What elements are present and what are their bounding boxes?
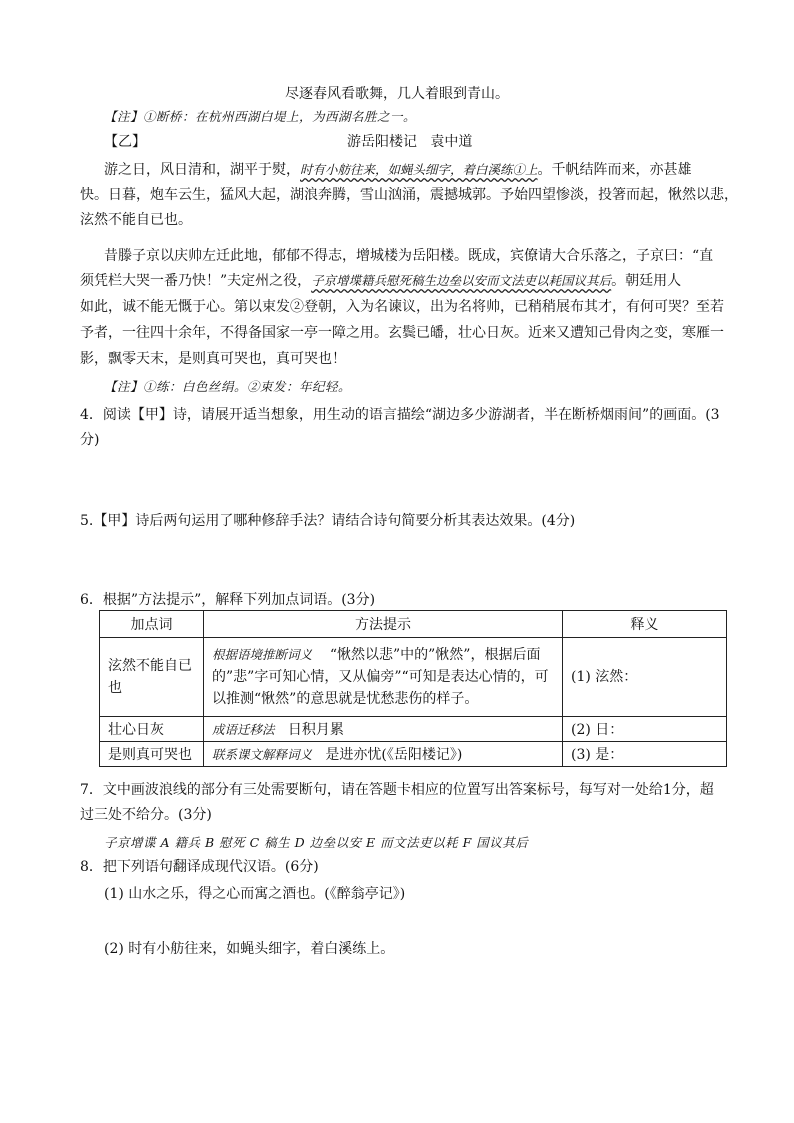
question-8-sentence-2: (2) 时有小舫往来，如蝇头细字，着白溪练上。 (104, 941, 395, 957)
wavy-underlined-text: 时有小舫往来，如蝇头细字，着白溪练①上 (300, 162, 538, 177)
section-yi-label: 【乙】 (104, 134, 146, 150)
table-row (100, 638, 727, 717)
para2-line5: 影，飘零天末，是则真可哭也，真可哭也！ (80, 351, 346, 367)
table-cell-hint (204, 717, 563, 742)
question-5: 5.【甲】诗后两句运用了哪种修辞手法？请结合诗句简要分析其表达效果。(4分) (80, 513, 576, 529)
para2-line4: 予者，一往四十余年，不得备国家一亭一障之用。玄鬓已皤，壮心日灰。近来又遭知己骨肉之变，寒雁一 (80, 325, 724, 341)
hint-method: 联系课文解释词义 (212, 747, 313, 762)
question-4-line1: 4．阅读【甲】诗，请展开适当想象，用生动的语言描绘“湖边多少游湖者，半在断桥烟雨间”的画面。(3 (80, 407, 720, 423)
essay-title: 游岳阳楼记 (347, 134, 417, 150)
question-8-title: 8．把下列语句翻译成现代汉语。(6分) (80, 859, 319, 875)
para2-line1: 昔滕子京以庆帅左迁此地，郁郁不得志，增城楼为岳阳楼。既成，宾僚请大合乐落之，子京曰：“直 (104, 248, 714, 264)
question-7-options: 子京增谍 A 籍兵 B 慰死 C 稿生 D 边垒以安 E 而文法吏以耗 F 国议其后 (104, 835, 529, 850)
table-row (100, 717, 727, 742)
table-cell-hint (204, 638, 563, 717)
para1-line1 (104, 160, 692, 180)
hint-text: “愀然以悲”中的”愀然”，根据后面的”悲”字可知心情，又从偏旁”“可知是表达心情的，可以推测“愀然”的意思就是忧愁悲伤的样子。 (212, 647, 549, 707)
hint-text: 日积月累 (287, 722, 344, 738)
para2-text: 。朝廷用人 (611, 273, 682, 289)
method-table (99, 610, 727, 767)
question-4-line2: 分) (80, 432, 100, 448)
para1-text: 。千帆结阵而来，亦甚雄 (537, 162, 692, 178)
question-8-sentence-1: (1) 山水之乐，得之心而寓之酒也。(《醉翁亭记》) (104, 886, 406, 902)
wavy-underlined-text: 子京增堞籍兵慰死稿生边垒以安而文法吏以耗国议其后 (311, 273, 612, 288)
table-cell-answer[interactable]: (3) 是： (563, 742, 727, 767)
question-7-line2: 过三处不给分。(3分) (80, 807, 212, 823)
para2-line2 (80, 271, 681, 291)
para2-text: 须凭栏大哭一番乃快！”夫定州之役， (80, 273, 312, 289)
table-row (100, 742, 727, 767)
question-7-line1: 7．文中画波浪线的部分有三处需要断句，请在答题卡相应的位置写出答案标号，每写对一处给1分，超 (80, 782, 714, 798)
table-header: 释义 (563, 611, 727, 638)
table-header-row (100, 611, 727, 638)
para2-line3: 如此，诚不能无慨于心。第以束发②登朝，入为名谏议，出为名将帅，已稍稍展布其才，有何可哭？至若 (80, 299, 724, 315)
table-cell-word: 壮心日灰 (100, 717, 204, 742)
para1-text: 游之日，风日清和，湖平于熨， (104, 162, 300, 178)
table-cell-hint (204, 742, 563, 767)
table-cell-answer[interactable]: (2) 日： (563, 717, 727, 742)
para1-line3: 泫然不能自已也。 (80, 212, 192, 228)
note-jia: 【注】①断桥：在杭州西湖白堤上，为西湖名胜之一。 (104, 109, 417, 124)
essay-author: 袁中道 (430, 134, 473, 150)
table-header: 方法提示 (204, 611, 563, 638)
table-cell-answer[interactable]: (1) 泫然： (563, 638, 727, 717)
hint-method: 根据语境推断词义 (212, 647, 313, 662)
note-yi: 【注】①练：白色丝绢。②束发：年纪轻。 (104, 379, 352, 394)
section-yi-title (347, 132, 472, 152)
para1-line2: 快。日暮，炮车云生，猛风大起，湖浪奔腾，雪山汹涌，震撼城郭。予始四望惨淡，投箸而起，愀然以悲， (80, 187, 738, 203)
poem-line: 尽逐春风看歌舞，几人着眼到青山。 (285, 86, 509, 102)
hint-method: 成语迁移法 (212, 722, 275, 737)
table-cell-word: 泫然不能自已也 (100, 638, 204, 717)
table-cell-word: 是则真可哭也 (100, 742, 204, 767)
question-6: 6．根据”方法提示”，解释下列加点词语。(3分) (80, 592, 376, 608)
hint-text: 是进亦忧(《岳阳楼记》) (325, 747, 463, 763)
table-header: 加点词 (100, 611, 204, 638)
